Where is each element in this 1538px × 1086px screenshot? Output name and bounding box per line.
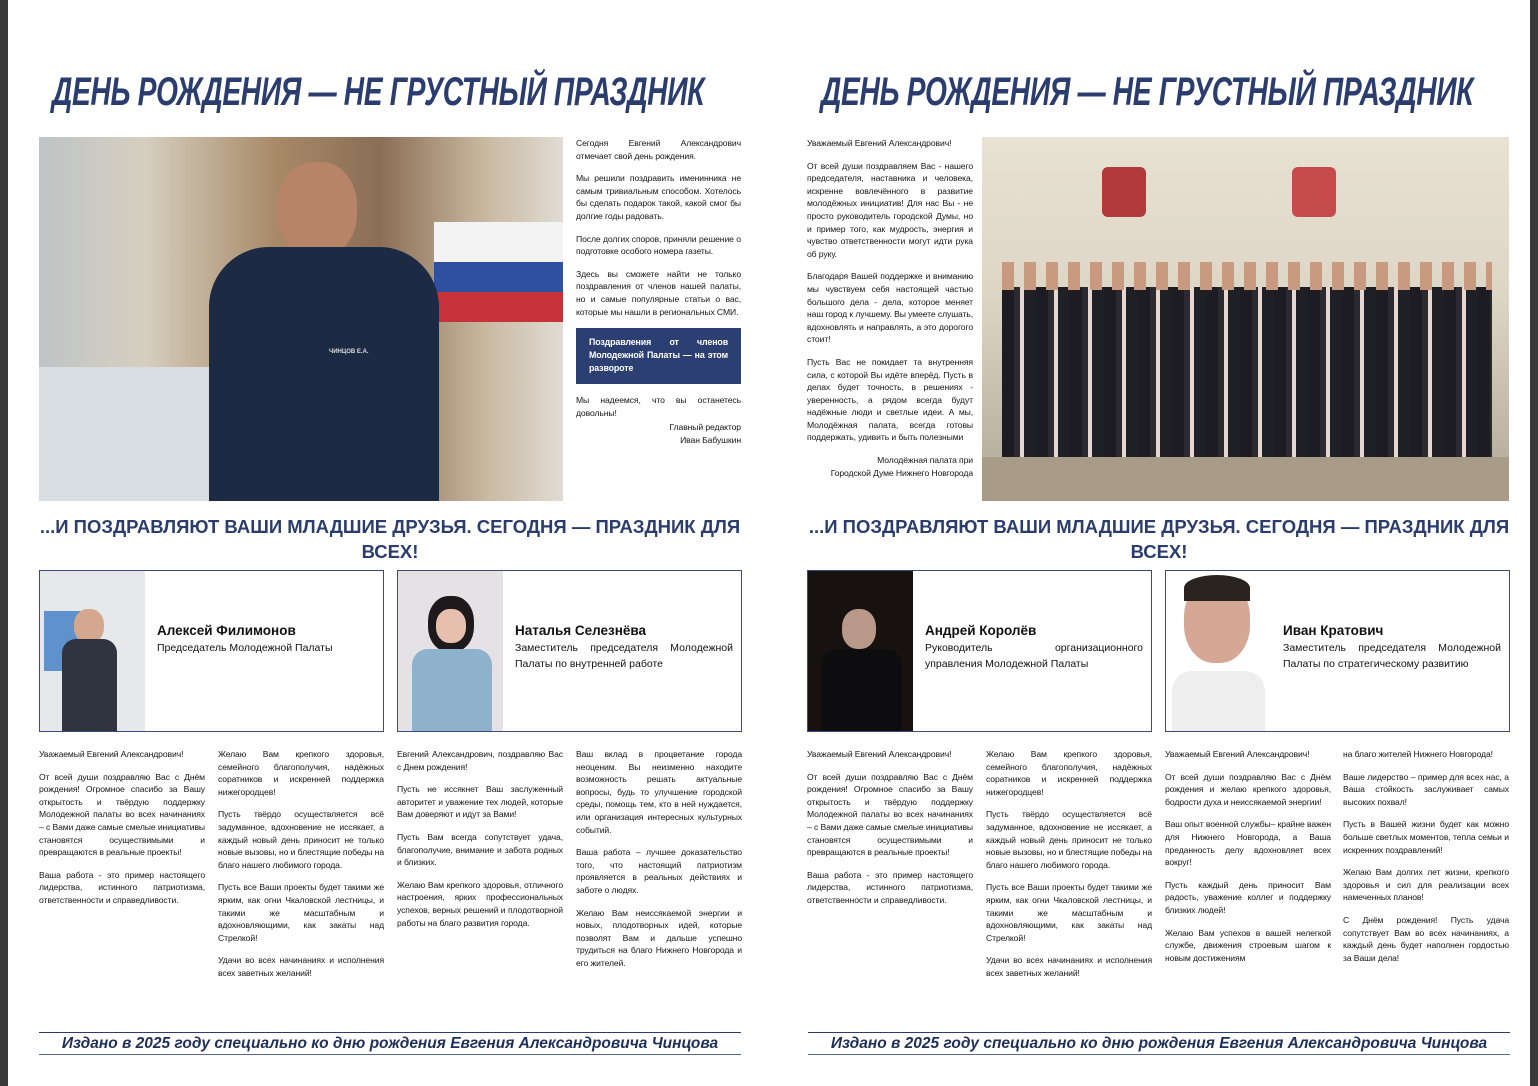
greeting-paragraph: Евгений Александрович, поздравляю Вас с Днем рождения! [397, 749, 563, 772]
profile-role: Руководитель организационного управления Молодежной Палаты [925, 642, 1143, 670]
profile-photo [40, 571, 145, 731]
greeting-paragraph: Пусть твёрдо осуществляется всё задуманное, вдохновение не иссякает, а каждый новый день приносит не только новые вызовы, но и блестящие победы на благо нашего любимого города. [218, 809, 384, 870]
greeting-paragraph: Пусть не иссякнет Ваш заслуженный авторитет и уважение тех людей, которые Вам доверяют и идут за Вами! [397, 784, 563, 820]
greeting-paragraph: От всей души поздравляю Вас с Днём рождения и желаю крепкого здоровья, бодрости духа и неиссякаемой энергии! [1165, 771, 1331, 807]
intro-column [576, 137, 741, 447]
intro-paragraph: Сегодня Евгений Александрович отмечает свой день рождения. [576, 138, 741, 161]
greeting-column [397, 748, 563, 939]
profile-photo [398, 571, 503, 731]
letter-paragraph: Уважаемый Евгений Александрович! [807, 138, 952, 148]
profile-role: Заместитель председателя Молодежной Палаты по стратегическому развитию [1283, 642, 1501, 670]
greeting-paragraph: Желаю Вам успехов в вашей нелегкой службе, движения строевым шагом к новым достижениям [1165, 927, 1331, 963]
signature-line: Городской Думе Нижнего Новгорода [830, 467, 973, 478]
intro-paragraph: Мы решили поздравить именинника не самым тривиальным способом. Хотелось бы сделать подарок такой, какой смог бы долгие годы радовать. [576, 173, 741, 221]
coat-of-arms-nn [1292, 167, 1336, 217]
profile-card [39, 570, 384, 732]
profile-card [807, 570, 1152, 732]
greeting-paragraph: Желаю Вам крепкого здоровья, отличного настроения, ярких профессиональных успехов, верных решений и плодотворной работы на благо развития города. [397, 879, 563, 928]
greeting-paragraph: Уважаемый Евгений Александрович! [39, 749, 184, 759]
greeting-paragraph: Ваша работа - это пример настоящего лидерства, истинного патриотизма, ответственности и справедливости. [807, 869, 973, 905]
greeting-column [576, 748, 742, 980]
profile-card [1165, 570, 1510, 732]
greeting-column [39, 748, 205, 917]
name-badge: ЧИНЦОВ Е.А. [329, 349, 369, 355]
coat-of-arms-russia [1102, 167, 1146, 217]
profile-card [397, 570, 742, 732]
greeting-paragraph: Желаю Вам крепкого здоровья, семейного благополучия, надёжных соратников и искренней поддержка нижегородцев! [986, 749, 1152, 797]
letter-paragraph: Пусть Вас не покидает та внутренняя сила, с которой Вы идёте вперёд. Пусть в делах будет точность, в решениях - уверенность, а рядом всегда будут надёжные люди и светлые идеи. А мы, Молодёжная палата, всегда готовы поддержать, удивить и быть полезными [807, 356, 973, 443]
greeting-paragraph: Пусть все Ваши проекты будет такими же ярким, как огни Чкаловской лестницы, и такими же масштабным и вдохновляющими, как закаты над Стрелкой! [986, 882, 1152, 943]
footer-banner: Издано в 2025 году специально ко дню рождения Евгения Александровича Чинцова [808, 1032, 1510, 1055]
greeting-paragraph: Ваша работа – лучшее доказательство того, что настоящий патриотизм проявляется в реальных действиях и заботе о людях. [576, 847, 742, 895]
signature-role: Главный редактор [669, 422, 741, 433]
group-faces [1002, 262, 1492, 290]
greeting-paragraph: Желаю Вам крепкого здоровья, семейного благополучия, надёжных соратников и искренней поддержка нижегородцев! [218, 749, 384, 797]
greeting-column [986, 748, 1152, 990]
floor [982, 457, 1509, 501]
section-subtitle: ...И ПОЗДРАВЛЯЮТ ВАШИ МЛАДШИЕ ДРУЗЬЯ. СЕГОДНЯ — ПРАЗДНИК ДЛЯ ВСЕХ! [808, 516, 1510, 562]
greeting-paragraph: С Днём рождения! Пусть удача сопутствует Вам во всех начинаниях, а каждый день будет наполнен гордостью за Ваши дела! [1343, 914, 1509, 963]
greeting-paragraph: Ваш опыт военной службы– крайне важен для Нижнего Новгорода, а Ваша преданность делу вдохновляет всех вокруг! [1165, 819, 1331, 868]
left-page [8, 0, 769, 1086]
closing-text: Мы надеемся, что вы останетесь довольны! [576, 395, 741, 418]
signature-line: Молодёжная палата при [877, 455, 973, 466]
greeting-paragraph: Уважаемый Евгений Александрович! [807, 749, 952, 759]
profile-name: Наталья Селезнёва [515, 623, 647, 638]
greeting-paragraph: Уважаемый Евгений Александрович! [1165, 749, 1310, 759]
letter-paragraph: От всей души поздравляем Вас - нашего председателя, наставника и человека, искренне вовлечённого в развитие молодёжных инициатив! Для нас Вы - не просто руководитель городской Думы, но и пример того, как мудрость, энергия и чувство ответственности могут идти рука об руку. [807, 160, 973, 259]
greeting-paragraph: Ваша работа - это пример настоящего лидерства, истинного патриотизма, ответственности и справедливости. [39, 869, 205, 905]
greeting-paragraph: Удачи во всех начинаниях и исполнения всех заветных желаний! [218, 955, 384, 978]
officer-head [277, 162, 357, 257]
greeting-column [1165, 748, 1331, 974]
profile-name: Андрей Королёв [925, 623, 1037, 638]
greeting-column [218, 748, 384, 990]
group-photo [982, 137, 1509, 501]
group-people [1002, 287, 1492, 457]
greeting-paragraph: Пусть в Вашей жизни будет как можно больше светлых моментов, тепла семьи и искренних поздравлений! [1343, 819, 1509, 855]
greeting-paragraph: Пусть каждый день приносит Вам радость, уважение коллег и поддержку близких людей! [1165, 879, 1331, 915]
greeting-paragraph: Ваше лидерство – пример для всех нас, а Ваша стойкость заслуживает самых высоких похвал! [1343, 771, 1509, 807]
profile-name: Иван Кратович [1283, 623, 1384, 638]
page-title: ДЕНЬ РОЖДЕНИЯ — НЕ ГРУСТНЫЙ ПРАЗДНИК [821, 70, 1474, 114]
greeting-paragraph: Желаю Вам долгих лет жизни, крепкого здоровья и сил для реализации всех намеченных планов! [1343, 867, 1509, 903]
flag-blue [434, 262, 563, 292]
greeting-column [1343, 748, 1509, 974]
letter-paragraph: Благодаря Вашей поддержке и вниманию мы чувствуем себя настоящей частью большого дела - дела, которое меняет наш город к лучшему. Вы умеете слушать, вдохновлять и направлять, а это дорогого стоит! [807, 271, 973, 345]
page-edge-right [1530, 0, 1538, 1086]
greeting-paragraph: Удачи во всех начинаниях и исполнения всех заветных желаний! [986, 955, 1152, 978]
right-page [769, 0, 1530, 1086]
signature-name: Иван Бабушкин [680, 434, 741, 445]
hero-photo-officer [39, 137, 563, 501]
profile-photo [808, 571, 913, 731]
profile-name: Алексей Филимонов [157, 623, 296, 638]
intro-paragraph: После долгих споров, приняли решение о подготовке особого номера газеты. [576, 233, 741, 257]
greeting-column [807, 748, 973, 917]
profile-role: Председатель Молодежной Палаты [157, 642, 333, 654]
greeting-paragraph: От всей души поздравляю Вас с Днём рождения! Огромное спасибо за Вашу открытость и твёрдую поддержку Молодежной палаты во всех начинаниях – с Вами даже самые смелые инициативы становятся осуществимыми и превращаются в реальные проекты! [807, 771, 973, 858]
footer-banner: Издано в 2025 году специально ко дню рождения Евгения Александровича Чинцова [39, 1032, 741, 1055]
greeting-paragraph: Пусть Вам всегда сопутствует удача, благополучие, внимание и забота родных и близких. [397, 831, 563, 868]
greeting-paragraph: Ваш вклад в процветание города неоценим. Вы неизменно находите возможность решать актуальные вопросы, будь то улучшение городской среды, помощь тем, кто в ней нуждается, или организация интересных культурных событий. [576, 749, 742, 835]
flag-white [434, 222, 563, 262]
profile-photo [1166, 571, 1271, 731]
flag-red [434, 292, 563, 322]
greeting-paragraph: Пусть все Ваши проекты будет такими же ярким, как огни Чкаловской лестницы, и такими же масштабным и вдохновляющими, как закаты над Стрелкой! [218, 882, 384, 943]
section-subtitle: ...И ПОЗДРАВЛЯЮТ ВАШИ МЛАДШИЕ ДРУЗЬЯ. СЕГОДНЯ — ПРАЗДНИК ДЛЯ ВСЕХ! [39, 516, 741, 562]
greeting-paragraph: Пусть твёрдо осуществляется всё задуманное, вдохновение не иссякает, а каждый новый день приносит не только новые вызовы, но и блестящие победы на благо нашего любимого города. [986, 809, 1152, 870]
greeting-paragraph: От всей души поздравляю Вас с Днём рождения! Огромное спасибо за Вашу открытость и твёрдую поддержку Молодежной палаты во всех начинаниях – с Вами даже самые смелые инициативы становятся осуществимыми и превращаются в реальные проекты! [39, 771, 205, 858]
callout-box: Поздравления от членов Молодежной Палаты — на этом развороте [576, 328, 741, 384]
greeting-paragraph: Желаю Вам неиссякаемой энергии и новых, плодотворных идей, которые позволят Вам и дальше успешно трудиться на благо Нижнего Новгорода и его жителей. [576, 907, 742, 968]
page-title: ДЕНЬ РОЖДЕНИЯ — НЕ ГРУСТНЫЙ ПРАЗДНИК [52, 70, 705, 114]
letter-column [807, 137, 973, 479]
greeting-paragraph: на благо жителей Нижнего Новгорода! [1343, 749, 1493, 759]
intro-paragraph: Здесь вы сможете найти не только поздравления от членов нашей палаты, но и самые популярные статьи о вас, которые мы нашли в региональных СМИ. [576, 268, 741, 317]
profile-role: Заместитель председателя Молодежной Палаты по внутренней работе [515, 642, 733, 670]
officer-uniform [209, 247, 439, 501]
page-edge-left [0, 0, 8, 1086]
